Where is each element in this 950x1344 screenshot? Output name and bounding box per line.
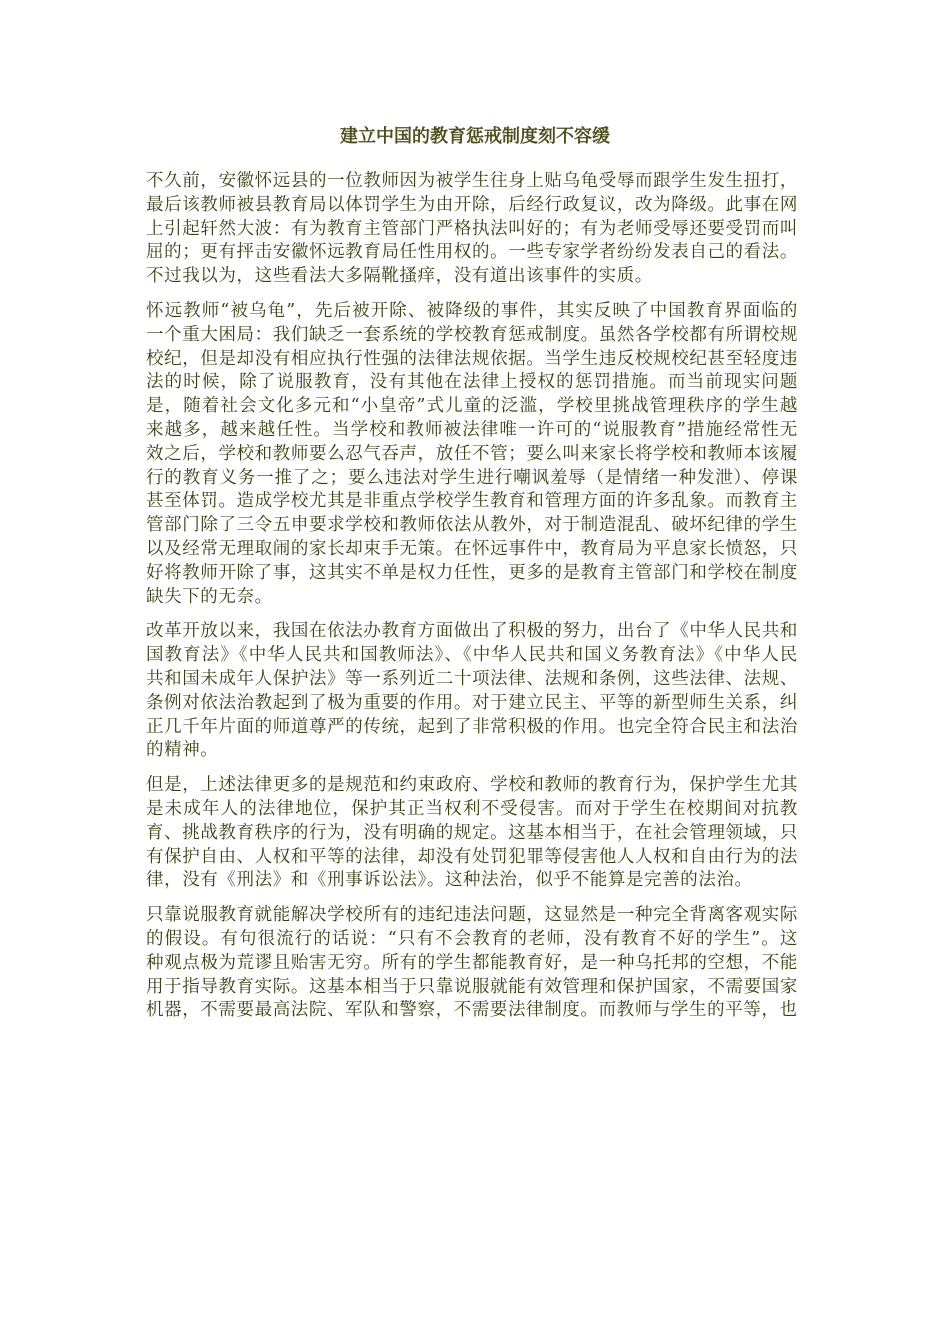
document-title: 建立中国的教育惩戒制度刻不容缓 [340, 126, 610, 147]
document-body [146, 170, 798, 1034]
paragraph: 不久前，安徽怀远县的一位教师因为被学生往身上贴乌龟受辱而跟学生发生扭打，最后该教师被县教育局以体罚学生为由开除，后经行政复议，改为降级。此事在网上引起轩然大波：有为教育主管部门严格执法叫好的；有为老师受辱还要受罚而叫屈的；更有抨击安徽怀远教育局任性用权的。一些专家学者纷纷发表自己的看法。不过我以为，这些看法大多隔靴搔痒，没有道出该事件的实质。 [146, 171, 798, 287]
paragraph: 改革开放以来，我国在依法办教育方面做出了积极的努力，出台了《中华人民共和国教育法》《中华人民共和国教师法》、《中华人民共和国义务教育法》《中华人民共和国未成年人保护法》等一系列近二十项法律、法规和条例，这些法律、法规、条例对依法治教起到了极为重要的作用。对于建立民主、平等的新型师生关系，纠正几千年片面的师道尊严的传统，起到了非常积极的作用。也完全符合民主和法治的精神。 [146, 621, 798, 761]
paragraph: 怀远教师“被乌龟”，先后被开除、被降级的事件，其实反映了中国教育界面临的一个重大困局：我们缺乏一套系统的学校教育惩戒制度。虽然各学校都有所谓校规校纪，但是却没有相应执行性强的法律法规依据。当学生违反校规校纪甚至轻度违法的时候，除了说服教育，没有其他在法律上授权的惩罚措施。而当前现实问题是，随着社会文化多元和“小皇帝”式儿童的泛滥，学校里挑战管理秩序的学生越来越多，越来越任性。当学校和教师被法律唯一许可的“说服教育”措施经常性无效之后，学校和教师要么忍气吞声，放任不管；要么叫来家长将学校和教师本该履行的教育义务一推了之；要么违法对学生进行嘲讽羞辱（是情绪一种发泄）、停课甚至体罚。造成学校尤其是非重点学校学生教育和管理方面的许多乱象。而教育主管部门除了三令五申要求学校和教师依法从教外，对于制造混乱、破坏纪律的学生以及经常无理取闹的家长却束手无策。在怀远事件中，教育局为平息家长愤怒，只好将教师开除了事，这其实不单是权力任性，更多的是教育主管部门和学校在制度缺失下的无奈。 [146, 300, 798, 607]
paragraph: 但是，上述法律更多的是规范和约束政府、学校和教师的教育行为，保护学生尤其是未成年人的法律地位，保护其正当权利不受侵害。而对于学生在校期间对抗教育、挑战教育秩序的行为，没有明确的规定。这基本相当于，在社会管理领域，只有保护自由、人权和平等的法律，却没有处罚犯罪等侵害他人人权和自由行为的法律，没有《刑法》和《刑事诉讼法》。这种法治，似乎不能算是完善的法治。 [146, 775, 798, 891]
paragraph: 只靠说服教育就能解决学校所有的违纪违法问题，这显然是一种完全背离客观实际的假设。有句很流行的话说：“只有不会教育的老师，没有教育不好的学生”。这种观点极为荒谬且贻害无穷。所有的学生都能教育好，是一种乌托邦的空想，不能用于指导教育实际。这基本相当于只靠说服就能有效管理和保护国家，不需要国家机器，不需要最高法院、军队和警察，不需要法律制度。而教师与学生的平等，也 [146, 905, 798, 1021]
